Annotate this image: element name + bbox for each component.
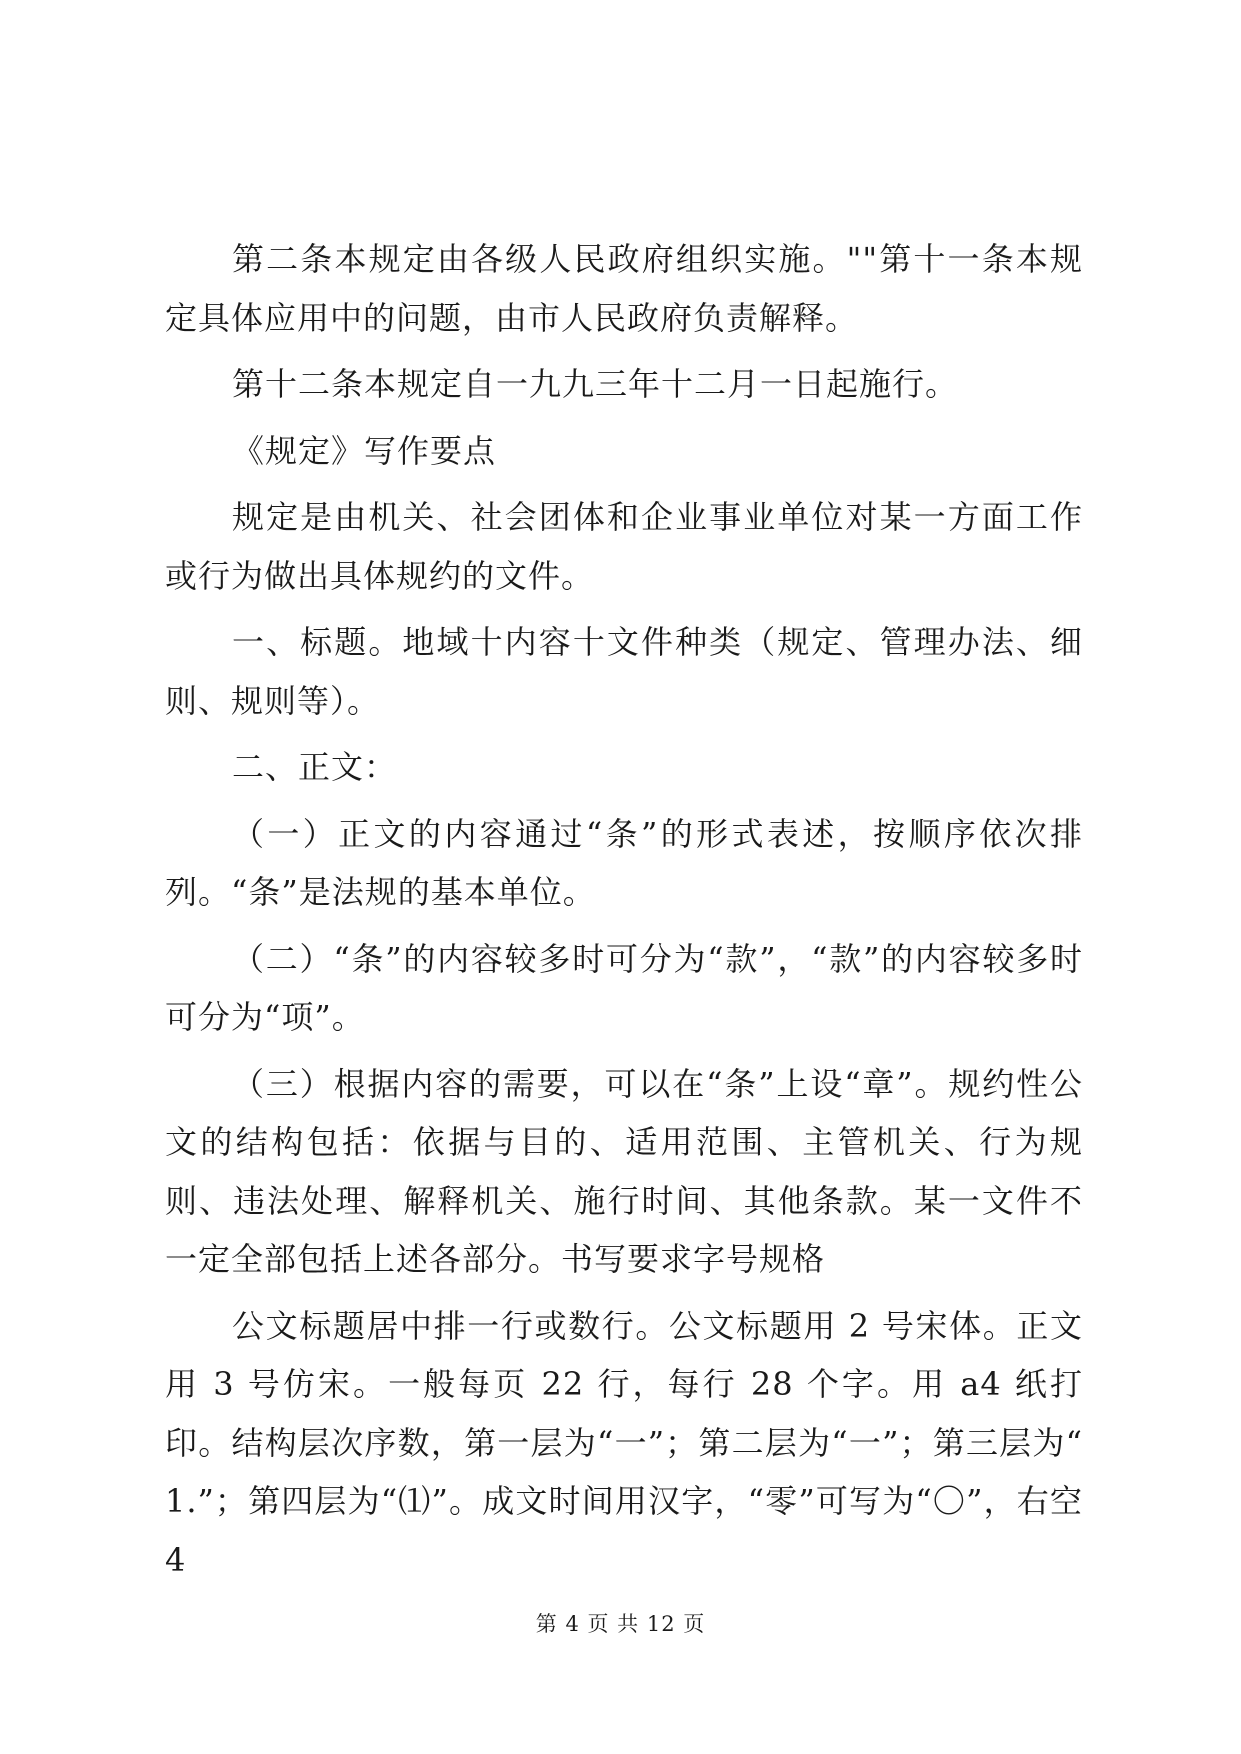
paragraph-item-2: （二）“条”的内容较多时可分为“款”，“款”的内容较多时可分为“项”。 — [165, 939, 1083, 1036]
document-body — [165, 230, 1083, 1597]
paragraph-definition: 规定是由机关、社会团体和企业事业单位对某一方面工作或行为做出具体规约的文件。 — [165, 498, 1083, 595]
paragraph-format-spec: 公文标题居中排一行或数行。公文标题用 2 号宋体。正文用 3 号仿宋。一般每页 22 行，每行 28 个字。用 a4 纸打印。结构层次序数，第一层为“一”；第二层为“一”；第三层为“ 1.”；第四层为“⑴”。成文时间用汉字，“零”可写为“〇”，右空 4 — [165, 1306, 1083, 1579]
paragraph-body-heading: 二、正文： — [232, 748, 398, 786]
paragraph-title-rule: 一、标题。地域十内容十文件种类（规定、管理办法、细则、规则等）。 — [165, 623, 1083, 720]
paragraph-item-1: （一）正文的内容通过“条”的形式表述，按顺序依次排列。“条”是法规的基本单位。 — [165, 814, 1083, 911]
section-heading: 《规定》写作要点 — [232, 431, 497, 470]
paragraph-article-2-and-11: 第二条本规定由各级人民政府组织实施。""第十一条本规定具体应用中的问题，由市人民政府负责解释。 — [165, 240, 1083, 337]
paragraph-item-3: （三）根据内容的需要，可以在“条”上设“章”。规约性公文的结构包括：依据与目的、适用范围、主管机关、行为规则、违法处理、解释机关、施行时间、其他条款。某一文件不一定全部包括上述各部分。书写要求字号规格 — [165, 1064, 1083, 1278]
paragraph-article-12: 第十二条本规定自一九九三年十二月一日起施行。 — [232, 365, 959, 403]
page-number-footer: 第 4 页 共 12 页 — [535, 1612, 706, 1636]
